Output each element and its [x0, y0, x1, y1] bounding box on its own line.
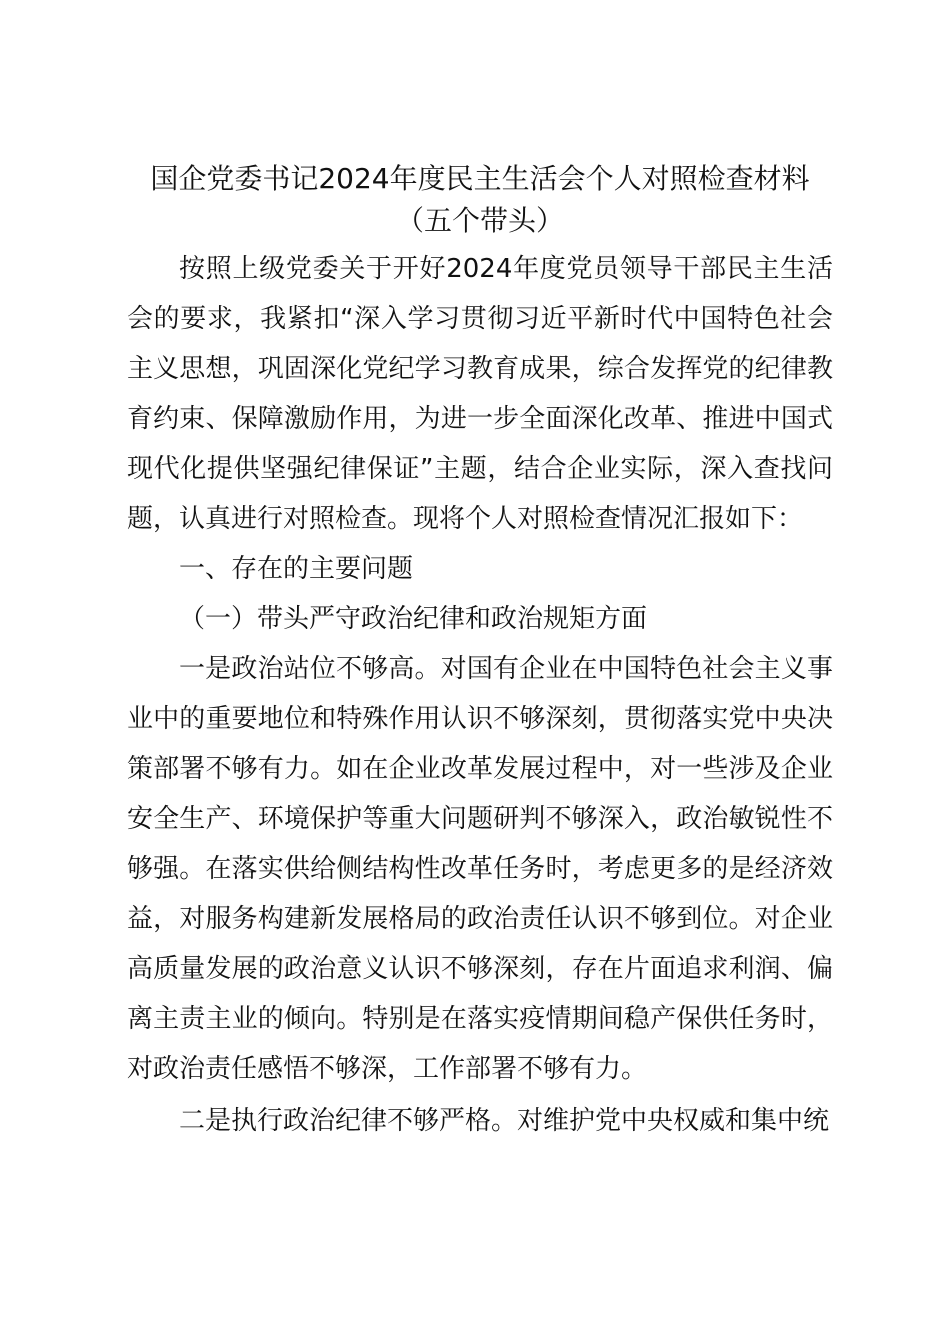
intro-paragraph: 按照上级党委关于开好2024年度党员领导干部民主生活会的要求，我紧扣“深入学习贯彻习近平新时代中国特色社会主义思想，巩固深化党纪学习教育成果，综合发挥党的纪律教育约束、保障激励作用，为进一步全面深化改革、推进中国式现代化提供坚强纪律保证”主题，结合企业实际，深入查找问题，认真进行对照检查。现将个人对照检查情况汇报如下： — [127, 254, 833, 534]
subsection-heading: （一）带头严守政治纪律和政治规矩方面 — [179, 604, 648, 634]
body-paragraph-1: 一是政治站位不够高。对国有企业在中国特色社会主义事业中的重要地位和特殊作用认识不够深刻，贯彻落实党中央决策部署不够有力。如在企业改革发展过程中，对一些涉及企业安全生产、环境保护等重大问题研判不够深入，政治敏锐性不够强。在落实供给侧结构性改革任务时，考虑更多的是经济效益，对服务构建新发展格局的政治责任认识不够到位。对企业高质量发展的政治意义认识不够深刻，存在片面追求利润、偏离主责主业的倾向。特别是在落实疫情期间稳产保供任务时，对政治责任感悟不够深，工作部署不够有力。 — [127, 654, 833, 1084]
section-heading: 一、存在的主要问题 — [179, 554, 414, 584]
document-subtitle: （五个带头） — [395, 204, 564, 237]
document-body — [127, 158, 833, 1146]
document-title: 国企党委书记2024年度民主生活会个人对照检查材料 — [150, 162, 810, 195]
body-paragraph-2: 二是执行政治纪律不够严格。对维护党中央权威和集中统 — [179, 1106, 830, 1136]
